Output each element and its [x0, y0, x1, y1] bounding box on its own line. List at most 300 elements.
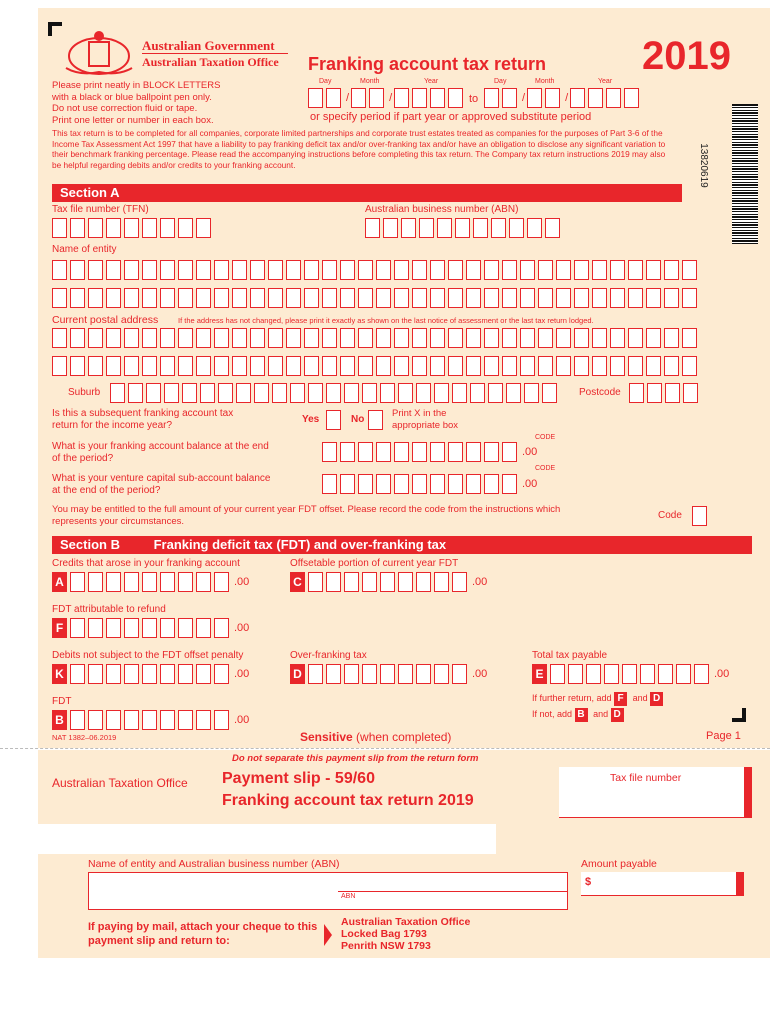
- char-box[interactable]: [196, 260, 211, 280]
- char-box[interactable]: [682, 328, 697, 348]
- char-box[interactable]: [556, 328, 571, 348]
- char-box[interactable]: [182, 383, 197, 403]
- char-box[interactable]: [542, 383, 557, 403]
- char-box[interactable]: [52, 356, 67, 376]
- char-box[interactable]: [502, 328, 517, 348]
- digit-box[interactable]: [362, 664, 377, 684]
- k-label: Debits not subject to the FDT offset penalty: [52, 650, 244, 661]
- char-box[interactable]: [394, 328, 409, 348]
- char-box[interactable]: [488, 383, 503, 403]
- char-box[interactable]: [326, 383, 341, 403]
- digit-box[interactable]: [448, 442, 463, 462]
- char-box[interactable]: [592, 328, 607, 348]
- char-box[interactable]: [232, 356, 247, 376]
- char-box[interactable]: [52, 288, 67, 308]
- char-box[interactable]: [232, 260, 247, 280]
- char-box[interactable]: [146, 383, 161, 403]
- digit-box[interactable]: [434, 572, 449, 592]
- char-box[interactable]: [682, 288, 697, 308]
- char-box[interactable]: [592, 260, 607, 280]
- digit-box[interactable]: [484, 442, 499, 462]
- digit-box[interactable]: [196, 710, 211, 730]
- char-box[interactable]: [124, 328, 139, 348]
- digit-box[interactable]: [412, 474, 427, 494]
- digit-box[interactable]: [70, 664, 85, 684]
- offset-code-input[interactable]: [692, 506, 707, 526]
- digit-box[interactable]: [326, 572, 341, 592]
- char-box[interactable]: [466, 328, 481, 348]
- char-box[interactable]: [430, 260, 445, 280]
- char-box[interactable]: [88, 356, 103, 376]
- char-box[interactable]: [88, 260, 103, 280]
- digit-box[interactable]: [196, 572, 211, 592]
- digit-box[interactable]: [178, 618, 193, 638]
- digit-box[interactable]: [430, 442, 445, 462]
- char-box[interactable]: [394, 288, 409, 308]
- char-box[interactable]: [322, 260, 337, 280]
- char-box[interactable]: [520, 288, 535, 308]
- char-box[interactable]: [358, 356, 373, 376]
- digit-box[interactable]: [380, 664, 395, 684]
- char-box[interactable]: [556, 356, 571, 376]
- digit-box[interactable]: [448, 474, 463, 494]
- char-box[interactable]: [268, 260, 283, 280]
- char-box[interactable]: [232, 328, 247, 348]
- day-label: Day: [494, 78, 507, 85]
- digit-box[interactable]: [308, 664, 323, 684]
- digit-box[interactable]: [178, 710, 193, 730]
- char-box[interactable]: [142, 328, 157, 348]
- char-box[interactable]: [646, 260, 661, 280]
- char-box[interactable]: [394, 356, 409, 376]
- char-box[interactable]: [484, 260, 499, 280]
- char-box[interactable]: [362, 383, 377, 403]
- cents-label: .00: [522, 446, 538, 458]
- digit-box[interactable]: [340, 474, 355, 494]
- char-box[interactable]: [340, 356, 355, 376]
- tfn-input[interactable]: [52, 218, 214, 238]
- char-box[interactable]: [466, 260, 481, 280]
- char-box[interactable]: [70, 356, 85, 376]
- char-box[interactable]: [466, 288, 481, 308]
- digit-box[interactable]: [398, 664, 413, 684]
- char-box[interactable]: [304, 260, 319, 280]
- char-box[interactable]: [214, 328, 229, 348]
- no-checkbox[interactable]: [368, 410, 383, 430]
- char-box[interactable]: [214, 356, 229, 376]
- char-box[interactable]: [70, 260, 85, 280]
- char-box[interactable]: [556, 260, 571, 280]
- char-box[interactable]: [376, 356, 391, 376]
- char-box[interactable]: [254, 383, 269, 403]
- char-box[interactable]: [574, 328, 589, 348]
- char-box[interactable]: [466, 356, 481, 376]
- char-box[interactable]: [448, 288, 463, 308]
- char-box[interactable]: [106, 328, 121, 348]
- e-label: Total tax payable: [532, 650, 608, 661]
- digit-box[interactable]: [484, 474, 499, 494]
- digit-box[interactable]: [70, 572, 85, 592]
- digit-box[interactable]: [214, 572, 229, 592]
- digit-box[interactable]: [640, 664, 655, 684]
- digit-box[interactable]: [142, 618, 157, 638]
- f-input[interactable]: [52, 618, 249, 638]
- cents-label: .00: [522, 478, 538, 490]
- char-box[interactable]: [628, 356, 643, 376]
- digit-box[interactable]: [88, 664, 103, 684]
- digit-box[interactable]: [376, 442, 391, 462]
- c-input[interactable]: [290, 572, 487, 592]
- and-text: and: [593, 709, 609, 719]
- digit-box[interactable]: [466, 442, 481, 462]
- char-box[interactable]: [610, 260, 625, 280]
- digit-box[interactable]: [416, 572, 431, 592]
- char-box[interactable]: [286, 356, 301, 376]
- yes-checkbox[interactable]: [326, 410, 341, 430]
- digit-box[interactable]: [466, 474, 481, 494]
- char-box[interactable]: [272, 383, 287, 403]
- digit-box[interactable]: [550, 664, 565, 684]
- char-box[interactable]: [646, 328, 661, 348]
- slip-ato-label: Australian Taxation Office: [52, 776, 188, 790]
- digit-box[interactable]: [658, 664, 673, 684]
- cents-label: .00: [234, 714, 250, 726]
- char-box[interactable]: [502, 356, 517, 376]
- digit-box[interactable]: [394, 474, 409, 494]
- char-box[interactable]: [358, 260, 373, 280]
- char-box[interactable]: [358, 288, 373, 308]
- char-box[interactable]: [448, 356, 463, 376]
- char-box[interactable]: [142, 288, 157, 308]
- char-box[interactable]: [434, 383, 449, 403]
- char-box[interactable]: [286, 288, 301, 308]
- char-box[interactable]: [52, 328, 67, 348]
- digit-box[interactable]: [452, 664, 467, 684]
- digit-box[interactable]: [88, 618, 103, 638]
- char-box[interactable]: [380, 383, 395, 403]
- char-box[interactable]: [286, 328, 301, 348]
- char-box[interactable]: [412, 288, 427, 308]
- digit-box[interactable]: [214, 664, 229, 684]
- digit-box[interactable]: [380, 572, 395, 592]
- slip-amount-input[interactable]: [581, 872, 744, 896]
- char-box[interactable]: [574, 288, 589, 308]
- digit-box[interactable]: [604, 664, 619, 684]
- char-box[interactable]: [322, 328, 337, 348]
- char-box[interactable]: [268, 356, 283, 376]
- char-box[interactable]: [484, 288, 499, 308]
- digit-box[interactable]: [452, 572, 467, 592]
- char-box[interactable]: [218, 383, 233, 403]
- digit-box[interactable]: [430, 474, 445, 494]
- month-label: Month: [535, 78, 555, 85]
- instruction-line: Print one letter or number in each box.: [52, 114, 214, 126]
- char-box[interactable]: [664, 288, 679, 308]
- digit-box[interactable]: [308, 572, 323, 592]
- digit-box[interactable]: [344, 664, 359, 684]
- digit-box[interactable]: [322, 474, 337, 494]
- char-box[interactable]: [52, 260, 67, 280]
- char-box[interactable]: [398, 383, 413, 403]
- period-end-date[interactable]: / /: [484, 88, 642, 108]
- digit-box[interactable]: [142, 572, 157, 592]
- char-box[interactable]: [268, 288, 283, 308]
- char-box[interactable]: [322, 356, 337, 376]
- char-box[interactable]: [430, 356, 445, 376]
- char-box[interactable]: [520, 328, 535, 348]
- char-box[interactable]: [304, 356, 319, 376]
- a-label: Credits that arose in your franking account: [52, 558, 240, 569]
- abn-input[interactable]: [365, 218, 563, 238]
- year-label: Year: [424, 78, 439, 85]
- a-input[interactable]: [52, 572, 249, 592]
- char-box[interactable]: [196, 356, 211, 376]
- b-label: FDT: [52, 696, 72, 707]
- e-input[interactable]: [532, 664, 729, 684]
- char-box[interactable]: [520, 260, 535, 280]
- char-box[interactable]: [682, 260, 697, 280]
- digit-box[interactable]: [106, 618, 121, 638]
- k-input[interactable]: [52, 664, 249, 684]
- name-line-2[interactable]: [52, 288, 700, 308]
- char-box[interactable]: [88, 288, 103, 308]
- char-box[interactable]: [376, 260, 391, 280]
- char-box[interactable]: [506, 383, 521, 403]
- char-box[interactable]: [196, 288, 211, 308]
- digit-box[interactable]: [160, 664, 175, 684]
- char-box[interactable]: [664, 260, 679, 280]
- char-box[interactable]: [628, 260, 643, 280]
- digit-box[interactable]: [416, 664, 431, 684]
- digit-box[interactable]: [196, 664, 211, 684]
- char-box[interactable]: [592, 288, 607, 308]
- char-box[interactable]: [340, 328, 355, 348]
- char-box[interactable]: [538, 288, 553, 308]
- char-box[interactable]: [448, 328, 463, 348]
- char-box[interactable]: [502, 260, 517, 280]
- f-label: FDT attributable to refund: [52, 604, 166, 615]
- char-box[interactable]: [164, 383, 179, 403]
- char-box[interactable]: [682, 356, 697, 376]
- char-box[interactable]: [178, 328, 193, 348]
- char-box[interactable]: [232, 288, 247, 308]
- char-box[interactable]: [484, 356, 499, 376]
- address-line-1[interactable]: [52, 328, 700, 348]
- balance-input[interactable]: [322, 442, 537, 462]
- corner-mark-bottom: [732, 708, 746, 722]
- digit-box[interactable]: [326, 664, 341, 684]
- char-box[interactable]: [592, 356, 607, 376]
- char-box[interactable]: [250, 288, 265, 308]
- char-box[interactable]: [520, 356, 535, 376]
- digit-box[interactable]: [322, 442, 337, 462]
- char-box[interactable]: [628, 288, 643, 308]
- digit-box[interactable]: [622, 664, 637, 684]
- digit-box[interactable]: [340, 442, 355, 462]
- char-box[interactable]: [376, 288, 391, 308]
- form-year: 2019: [642, 34, 731, 78]
- char-box[interactable]: [524, 383, 539, 403]
- char-box[interactable]: [470, 383, 485, 403]
- period-start-date[interactable]: / /: [308, 88, 466, 108]
- char-box[interactable]: [236, 383, 251, 403]
- postal-note: If the address has not changed, please print it exactly as shown on the last notice of assessment or the last tax return lodged.: [178, 316, 594, 325]
- digit-box[interactable]: [376, 474, 391, 494]
- char-box[interactable]: [304, 288, 319, 308]
- char-box[interactable]: [196, 328, 211, 348]
- char-box[interactable]: [344, 383, 359, 403]
- digit-box[interactable]: [70, 618, 85, 638]
- digit-box[interactable]: [124, 664, 139, 684]
- char-box[interactable]: [574, 260, 589, 280]
- char-box[interactable]: [538, 260, 553, 280]
- char-box[interactable]: [430, 328, 445, 348]
- name-line-1[interactable]: [52, 260, 700, 280]
- digit-box[interactable]: [70, 710, 85, 730]
- char-box[interactable]: [308, 383, 323, 403]
- char-box[interactable]: [646, 288, 661, 308]
- digit-box[interactable]: [88, 572, 103, 592]
- digit-box[interactable]: [142, 710, 157, 730]
- char-box[interactable]: [610, 288, 625, 308]
- char-box[interactable]: [70, 288, 85, 308]
- suburb-input[interactable]: [110, 383, 560, 403]
- char-box[interactable]: [556, 288, 571, 308]
- char-box[interactable]: [160, 328, 175, 348]
- char-box[interactable]: [250, 260, 265, 280]
- digit-box[interactable]: [568, 664, 583, 684]
- char-box[interactable]: [340, 288, 355, 308]
- digit-box[interactable]: [160, 710, 175, 730]
- digit-box[interactable]: [214, 710, 229, 730]
- char-box[interactable]: [214, 260, 229, 280]
- section-b-title: Section B: [60, 537, 120, 552]
- digit-box[interactable]: [502, 474, 517, 494]
- char-box[interactable]: [610, 356, 625, 376]
- char-box[interactable]: [290, 383, 305, 403]
- char-box[interactable]: [200, 383, 215, 403]
- char-box[interactable]: [160, 288, 175, 308]
- digit-box[interactable]: [586, 664, 601, 684]
- digit-box[interactable]: [106, 572, 121, 592]
- char-box[interactable]: [304, 328, 319, 348]
- digit-box[interactable]: [196, 618, 211, 638]
- char-box[interactable]: [502, 288, 517, 308]
- char-box[interactable]: [124, 288, 139, 308]
- char-box[interactable]: [128, 383, 143, 403]
- char-box[interactable]: [448, 260, 463, 280]
- digit-box[interactable]: [362, 572, 377, 592]
- when-completed-text: (when completed): [356, 730, 452, 744]
- digit-box[interactable]: [178, 572, 193, 592]
- char-box[interactable]: [664, 356, 679, 376]
- char-box[interactable]: [142, 356, 157, 376]
- char-box[interactable]: [322, 288, 337, 308]
- char-box[interactable]: [358, 328, 373, 348]
- char-box[interactable]: [646, 356, 661, 376]
- char-box[interactable]: [250, 356, 265, 376]
- digit-box[interactable]: [694, 664, 709, 684]
- char-box[interactable]: [452, 383, 467, 403]
- char-box[interactable]: [106, 260, 121, 280]
- digit-box[interactable]: [214, 618, 229, 638]
- digit-box[interactable]: [160, 618, 175, 638]
- char-box[interactable]: [214, 288, 229, 308]
- digit-box[interactable]: [160, 572, 175, 592]
- char-box[interactable]: [412, 328, 427, 348]
- postcode-input[interactable]: [629, 383, 701, 403]
- char-box[interactable]: [70, 328, 85, 348]
- char-box[interactable]: [178, 356, 193, 376]
- char-box[interactable]: [628, 328, 643, 348]
- digit-box[interactable]: [124, 572, 139, 592]
- digit-box[interactable]: [412, 442, 427, 462]
- char-box[interactable]: [394, 260, 409, 280]
- digit-box[interactable]: [358, 442, 373, 462]
- sensitive-label: [300, 730, 451, 744]
- digit-box[interactable]: [88, 710, 103, 730]
- char-box[interactable]: [538, 356, 553, 376]
- char-box[interactable]: [178, 288, 193, 308]
- char-box[interactable]: [340, 260, 355, 280]
- char-box[interactable]: [664, 328, 679, 348]
- digit-box[interactable]: [394, 442, 409, 462]
- digit-box[interactable]: [142, 664, 157, 684]
- digit-box[interactable]: [106, 664, 121, 684]
- digit-box[interactable]: [676, 664, 691, 684]
- digit-box[interactable]: [106, 710, 121, 730]
- char-box[interactable]: [416, 383, 431, 403]
- char-box[interactable]: [110, 383, 125, 403]
- further-note-1: [532, 690, 666, 706]
- field-letter-e: E: [532, 664, 547, 684]
- char-box[interactable]: [88, 328, 103, 348]
- char-box[interactable]: [106, 288, 121, 308]
- char-box[interactable]: [610, 328, 625, 348]
- digit-box[interactable]: [358, 474, 373, 494]
- char-box[interactable]: [160, 260, 175, 280]
- digit-box[interactable]: [434, 664, 449, 684]
- char-box[interactable]: [106, 356, 121, 376]
- char-box[interactable]: [250, 328, 265, 348]
- digit-box[interactable]: [398, 572, 413, 592]
- field-letter-d: D: [290, 664, 305, 684]
- digit-box[interactable]: [124, 618, 139, 638]
- char-box[interactable]: [538, 328, 553, 348]
- digit-box[interactable]: [344, 572, 359, 592]
- address-line-2[interactable]: [52, 356, 700, 376]
- char-box[interactable]: [484, 328, 499, 348]
- d-input[interactable]: [290, 664, 487, 684]
- char-box[interactable]: [124, 356, 139, 376]
- char-box[interactable]: [142, 260, 157, 280]
- char-box[interactable]: [178, 260, 193, 280]
- char-box[interactable]: [412, 260, 427, 280]
- digit-box[interactable]: [178, 664, 193, 684]
- char-box[interactable]: [160, 356, 175, 376]
- digit-box[interactable]: [124, 710, 139, 730]
- char-box[interactable]: [286, 260, 301, 280]
- venture-input[interactable]: [322, 474, 537, 494]
- char-box[interactable]: [430, 288, 445, 308]
- digit-box[interactable]: [502, 442, 517, 462]
- char-box[interactable]: [376, 328, 391, 348]
- b-input[interactable]: [52, 710, 249, 730]
- char-box[interactable]: [574, 356, 589, 376]
- char-box[interactable]: [412, 356, 427, 376]
- char-box[interactable]: [124, 260, 139, 280]
- char-box[interactable]: [268, 328, 283, 348]
